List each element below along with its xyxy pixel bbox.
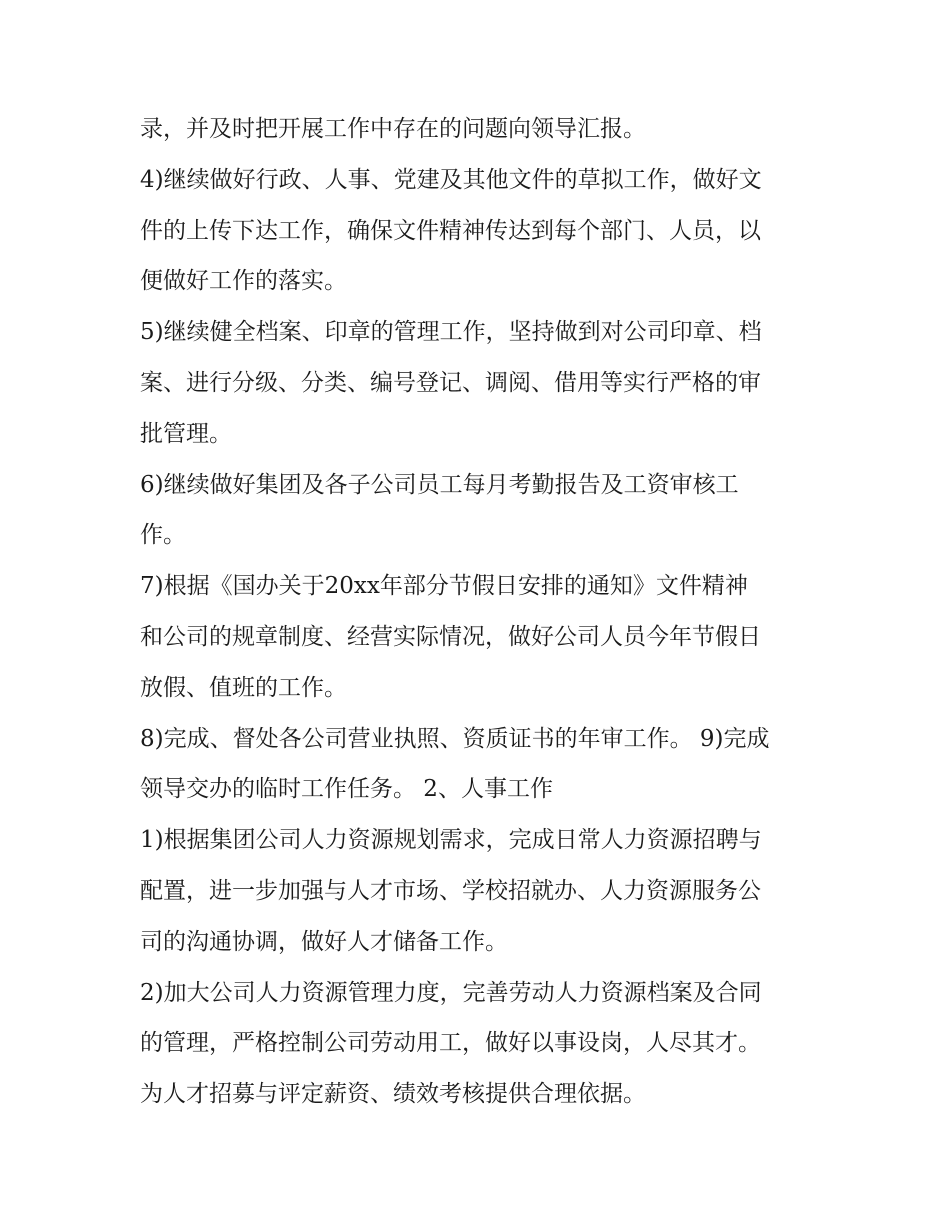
text-line: 录，并及时把开展工作中存在的问题向领导汇报。 bbox=[140, 116, 646, 142]
text-line: 作。 bbox=[140, 522, 186, 549]
document-body bbox=[140, 104, 820, 1120]
text-line: 批管理。 bbox=[140, 420, 232, 447]
text-line: 8)完成、督处各公司营业执照、资质证书的年审工作。 9)完成 bbox=[140, 725, 770, 752]
text-line: 件的上传下达工作，确保文件精神传达到每个部门、人员，以 bbox=[140, 217, 761, 244]
text-line: 为人才招募与评定薪资、绩效考核提供合理依据。 bbox=[140, 1081, 646, 1108]
text-line: 5)继续健全档案、印章的管理工作，坚持做到对公司印章、档 bbox=[140, 319, 762, 346]
text-line: 领导交办的临时工作任务。 2、人事工作 bbox=[140, 776, 553, 803]
text-line: 6)继续做好集团及各子公司员工每月考勤报告及工资审核工 bbox=[140, 471, 739, 498]
text-line: 放假、值班的工作。 bbox=[140, 674, 347, 701]
text-line: 便做好工作的落实。 bbox=[140, 268, 347, 295]
text-line: 司的沟通协调，做好人才储备工作。 bbox=[140, 928, 508, 955]
text-line: 2)加大公司人力资源管理力度，完善劳动人力资源档案及合同 bbox=[140, 979, 762, 1006]
text-line: 的管理，严格控制公司劳动用工，做好以事设岗，人尽其才。 bbox=[140, 1030, 761, 1057]
text-line: 配置，进一步加强与人才市场、学校招就办、人力资源服务公 bbox=[140, 877, 761, 904]
text-line: 案、进行分级、分类、编号登记、调阅、借用等实行严格的审 bbox=[140, 369, 761, 396]
text-line: 4)继续做好行政、人事、党建及其他文件的草拟工作，做好文 bbox=[140, 166, 762, 193]
text-line: 7)根据《国办关于20xx年部分节假日安排的通知》文件精神 bbox=[140, 573, 748, 600]
text-line: 和公司的规章制度、经营实际情况，做好公司人员今年节假日 bbox=[140, 623, 761, 650]
text-line: 1)根据集团公司人力资源规划需求，完成日常人力资源招聘与 bbox=[140, 827, 762, 854]
